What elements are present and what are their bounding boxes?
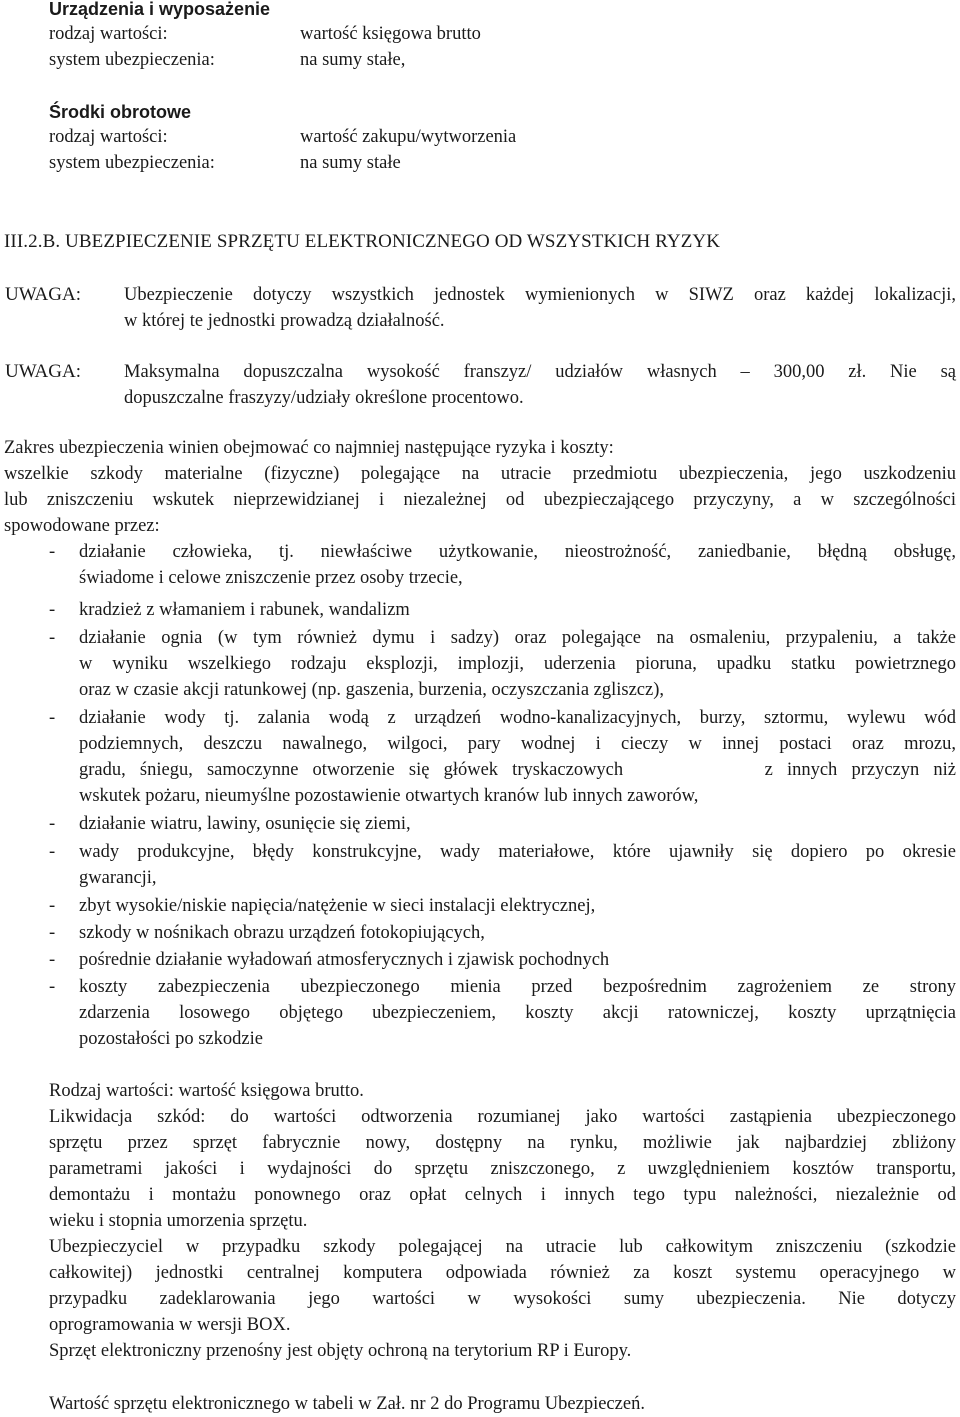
risk-item-5-line-1: działanie wiatru, lawiny, osunięcie się ziemi, (79, 814, 411, 834)
risk-item-4-line-1: działanie wody tj. zalania wodą z urządzeń wodno-kanalizacyjnych, burzy, sztormu, wylewu wód (79, 708, 956, 728)
note-1-label: UWAGA: (5, 284, 81, 305)
risk-item-10-line-3: pozostałości po szkodzie (79, 1029, 263, 1049)
risk-item-1-dash: - (49, 542, 56, 562)
risk-item-6-line-2: gwarancji, (79, 868, 157, 888)
closing-line-9: przypadku zadeklarowania jego wartości w wysokości sumy ubezpieczenia. Nie dotyczy (49, 1289, 956, 1309)
risk-item-2 (79, 597, 956, 623)
risk-item-8-line-1: szkody w nośnikach obrazu urządzeń fotokopiujących, (79, 923, 485, 943)
note-1-line-1: Ubezpieczenie dotyczy wszystkich jednostek wymienionych w SIWZ oraz każdej lokalizacji, (124, 285, 956, 305)
risk-item-9-line-1: pośrednie działanie wyładowań atmosferycznych i zjawisk pochodnych (79, 950, 610, 970)
section-title-urzadzenia: Urządzenia i wyposażenie (49, 0, 271, 19)
risk-item-6-line-1: wady produkcyjne, błędy konstrukcyjne, wady materiałowe, które ujawniły się dopiero po okresie (79, 842, 956, 862)
risk-item-3-line-2: w wyniku wszelkiego rodzaju eksplozji, implozji, uderzenia pioruna, upadku statku powietrznego (79, 654, 956, 674)
closing-line-3: sprzętu przez sprzęt fabrycznie nowy, dostępny na rynku, możliwie jak najbardziej zbliżony (49, 1133, 956, 1153)
risk-item-4-line-4: wskutek pożaru, nieumyślne pozostawienie otwartych kranów lub innych zaworów, (79, 786, 699, 806)
risk-item-10-line-1: koszty zabezpieczenia ubezpieczonego mienia przed bezpośrednim zagrożeniem ze strony (79, 977, 956, 997)
urzadzenia-label-2: system ubezpieczenia: (49, 50, 215, 70)
risk-item-9 (79, 947, 956, 973)
risk-item-4-line-3: gradu, śniegu, samoczynne otworzenie się główek tryskaczowych z innych przyczyn niż (79, 760, 956, 780)
scope-intro (4, 435, 956, 539)
risk-item-3-line-1: działanie ognia (w tym również dymu i sadzy) oraz polegające na osmaleniu, przypaleniu, a także (79, 628, 956, 648)
final-line: Wartość sprzętu elektronicznego w tabeli w Zał. nr 2 do Programu Ubezpieczeń. (49, 1394, 645, 1414)
risk-item-4-line-2: podziemnych, deszczu nawalnego, wilgoci, pary wodnej i cieczy w innej postaci oraz mrozu, (79, 734, 956, 754)
risk-item-5-dash: - (49, 814, 56, 834)
risk-item-10-line-2: zdarzenia losowego objętego ubezpieczeniem, koszty akcji ratowniczej, koszty uprzątnięcia (79, 1003, 956, 1023)
risk-item-9-dash: - (49, 950, 56, 970)
risk-item-10 (79, 974, 956, 1052)
scope-intro-line-4: spowodowane przez: (4, 516, 160, 536)
risk-item-7-line-1: zbyt wysokie/niskie napięcia/natężenie w sieci instalacji elektrycznej, (79, 896, 596, 916)
risk-item-2-dash: - (49, 600, 56, 620)
closing-line-6: wieku i stopnia umorzenia sprzętu. (49, 1211, 308, 1231)
urzadzenia-value-1: wartość księgowa brutto (300, 24, 481, 44)
risk-item-1 (79, 539, 956, 591)
risk-item-10-dash: - (49, 977, 56, 997)
risk-item-6-dash: - (49, 842, 56, 862)
closing-line-10: oprogramowania w wersji BOX. (49, 1315, 291, 1335)
note-1-line-2: w której te jednostki prowadzą działalność. (124, 311, 445, 331)
risk-item-7 (79, 893, 956, 919)
closing-line-2: Likwidacja szkód: do wartości odtworzenia rozumianej jako wartości zastąpienia ubezpieczonego (49, 1107, 956, 1127)
note-2-label: UWAGA: (5, 361, 81, 382)
risk-item-4 (79, 705, 956, 809)
closing-line-11: Sprzęt elektroniczny przenośny jest objęty ochroną na terytorium RP i Europy. (49, 1341, 632, 1361)
closing-text (49, 1078, 956, 1364)
risk-item-5 (79, 811, 956, 837)
risk-item-3 (79, 625, 956, 703)
scope-intro-line-2: wszelkie szkody materialne (fizyczne) polegające na utracie przedmiotu ubezpieczenia, jego uszkodzeniu (4, 464, 956, 484)
closing-line-7: Ubezpieczyciel w przypadku szkody polegającej na utracie lub całkowitym zniszczeniu (szkodzie (49, 1237, 956, 1257)
closing-line-5: demontażu i montażu ponownego oraz opłat celnych i innych tego typu należności, niezależnie od (49, 1185, 956, 1205)
risk-item-3-line-3: oraz w czasie akcji ratunkowej (np. gaszenia, burzenia, oczyszczania zgliszcz), (79, 680, 665, 700)
risk-item-2-line-1: kradzież z włamaniem i rabunek, wandalizm (79, 600, 410, 620)
section-heading: III.2.B. UBEZPIECZENIE SPRZĘTU ELEKTRONICZNEGO OD WSZYSTKICH RYZYK (4, 231, 721, 252)
scope-intro-line-3: lub zniszczeniu wskutek nieprzewidzianej i niezależnej od ubezpieczającego przyczyny, a w szczególności (4, 490, 956, 510)
note-1-text (124, 282, 956, 334)
closing-line-8: całkowitej) jednostki centralnej komputera odpowiada również za koszt systemu operacyjnego w (49, 1263, 956, 1283)
urzadzenia-label-1: rodzaj wartości: (49, 24, 168, 44)
risk-item-3-dash: - (49, 628, 56, 648)
note-2-line-1: Maksymalna dopuszczalna wysokość franszyz/ udziałów własnych – 300,00 zł. Nie są (124, 362, 956, 382)
srodki-label-1: rodzaj wartości: (49, 127, 168, 147)
risk-item-8-dash: - (49, 923, 56, 943)
srodki-value-1: wartość zakupu/wytworzenia (300, 127, 517, 147)
risk-item-6 (79, 839, 956, 891)
note-2-text (124, 359, 956, 411)
risk-item-8 (79, 920, 956, 946)
risk-item-1-line-2: świadome i celowe zniszczenie przez osoby trzecie, (79, 568, 463, 588)
closing-line-4: parametrami jakości i wydajności do sprzętu zniszczonego, z uwzględnieniem kosztów transportu, (49, 1159, 956, 1179)
closing-line-1: Rodzaj wartości: wartość księgowa brutto. (49, 1081, 364, 1101)
risk-item-1-line-1: działanie człowieka, tj. niewłaściwe użytkowanie, nieostrożność, zaniedbanie, błędną obsługę, (79, 542, 956, 562)
risk-item-4-dash: - (49, 708, 56, 728)
srodki-value-2: na sumy stałe (300, 153, 401, 173)
urzadzenia-value-2: na sumy stałe, (300, 50, 406, 70)
scope-intro-line-1: Zakres ubezpieczenia winien obejmować co najmniej następujące ryzyka i koszty: (4, 438, 614, 458)
section-title-srodki: Środki obrotowe (49, 102, 192, 122)
risk-item-7-dash: - (49, 896, 56, 916)
note-2-line-2: dopuszczalne fraszyzy/udziały określone procentowo. (124, 388, 524, 408)
srodki-label-2: system ubezpieczenia: (49, 153, 215, 173)
